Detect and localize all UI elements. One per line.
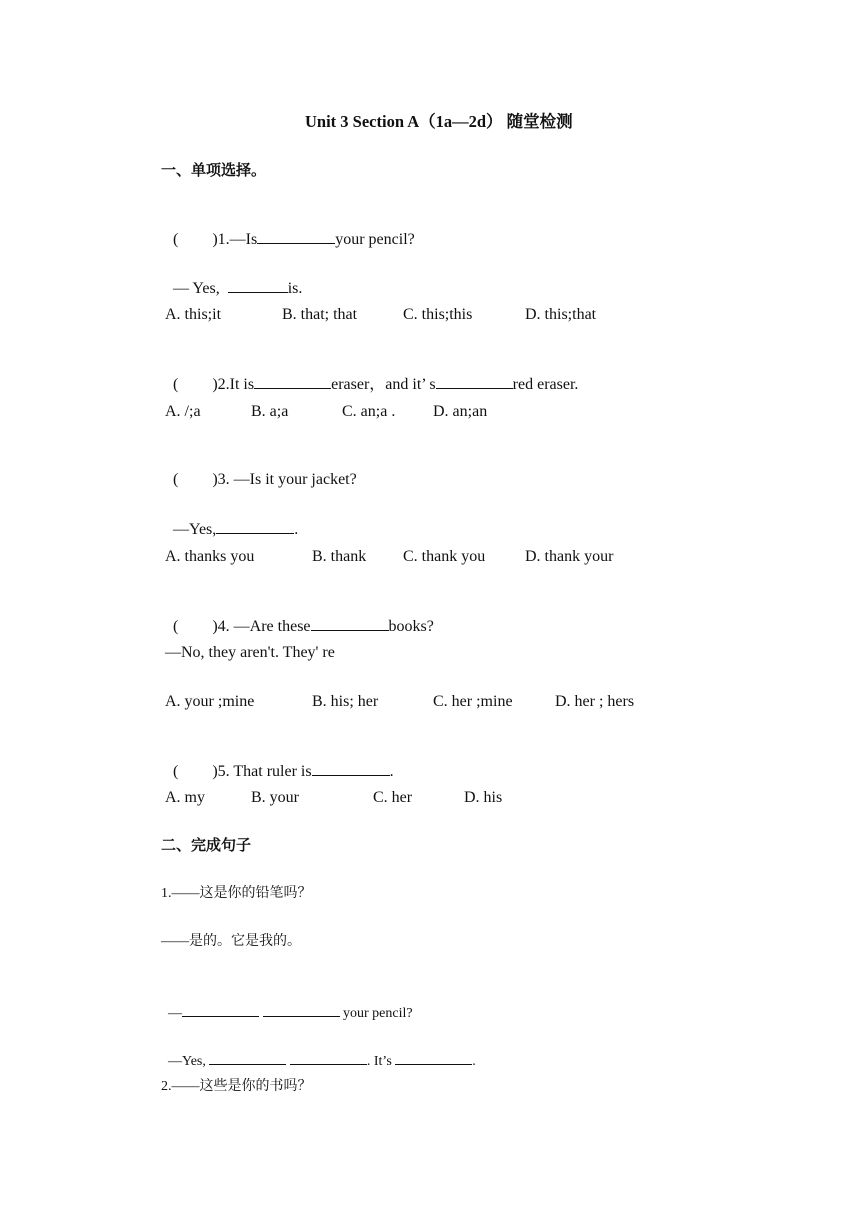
page-title: Unit 3 Section A（1a—2d） 随堂检测 (305, 112, 573, 131)
question-2-stem: ( )2.It is eraser，and it’ s red eraser. (165, 353, 578, 395)
answer-blank[interactable] (395, 1049, 472, 1065)
question-2-option-d: D. an;an (433, 403, 488, 420)
question-4-stem: ( )4. —Are these books? (165, 595, 434, 637)
question-5-option-d: D. his (464, 789, 503, 806)
question-4-reply: —No, they aren't. They' re (165, 644, 335, 661)
question-4-option-b: B. his; her (312, 693, 379, 710)
question-1-option-d: D. this;that (525, 306, 597, 323)
section-heading-complete-sentences: 二、完成句子 (161, 838, 252, 854)
sentence-1-chinese-answer: ——是的。它是我的。 (161, 934, 301, 949)
answer-paren: ( (173, 471, 179, 488)
question-5-option-c: C. her (373, 789, 413, 806)
answer-blank[interactable] (436, 373, 513, 389)
sentence-2-chinese-question: 2.——这些是你的书吗？ (161, 1079, 312, 1094)
answer-blank[interactable] (311, 615, 389, 631)
question-1-stem: ( )1.—Is your pencil? (165, 208, 415, 250)
answer-blank[interactable] (257, 228, 335, 244)
question-5-option-a: A. my (165, 789, 205, 806)
question-4-option-a: A. your ;mine (165, 693, 255, 710)
question-1-option-c: C. this;this (403, 306, 473, 323)
answer-blank[interactable] (254, 373, 331, 389)
question-5-option-b: B. your (251, 789, 299, 806)
question-3-reply: —Yes, . (165, 498, 298, 540)
question-2-option-a: A. /;a (165, 403, 201, 420)
question-2-option-c: C. an;a . (342, 403, 396, 420)
answer-paren: ( (173, 376, 179, 393)
answer-blank[interactable] (290, 1049, 367, 1065)
answer-paren: ( (173, 618, 179, 635)
answer-blank[interactable] (216, 518, 294, 534)
question-4-option-c: C. her ;mine (433, 693, 513, 710)
sentence-1-english-answer: —Yes, . It’s . (161, 1029, 476, 1072)
question-3-stem: ( )3. —Is it your jacket? (173, 471, 357, 488)
section-heading-multiple-choice: 一、单项选择。 (161, 163, 267, 179)
answer-paren: ( (173, 763, 179, 780)
question-1-option-a: A. this;it (165, 306, 222, 323)
sentence-1-chinese-question: 1.——这是你的铅笔吗？ (161, 886, 312, 901)
question-1-reply: — Yes, is. (165, 257, 302, 299)
question-3-option-c: C. thank you (403, 548, 486, 565)
question-5-stem: ( )5. That ruler is . (165, 740, 394, 782)
question-2-option-b: B. a;a (251, 403, 289, 420)
question-3-option-a: A. thanks you (165, 548, 255, 565)
question-3-option-b: B. thank (312, 548, 367, 565)
question-4-option-d: D. her ; hers (555, 693, 635, 710)
answer-blank[interactable] (312, 760, 390, 776)
answer-blank[interactable] (209, 1049, 286, 1065)
question-1-option-b: B. that; that (282, 306, 358, 323)
sentence-1-english-question: — your pencil? (161, 981, 413, 1024)
answer-paren: ( (173, 231, 179, 248)
answer-blank[interactable] (228, 277, 288, 293)
question-3-option-d: D. thank your (525, 548, 614, 565)
answer-blank[interactable] (182, 1001, 259, 1017)
answer-blank[interactable] (263, 1001, 340, 1017)
